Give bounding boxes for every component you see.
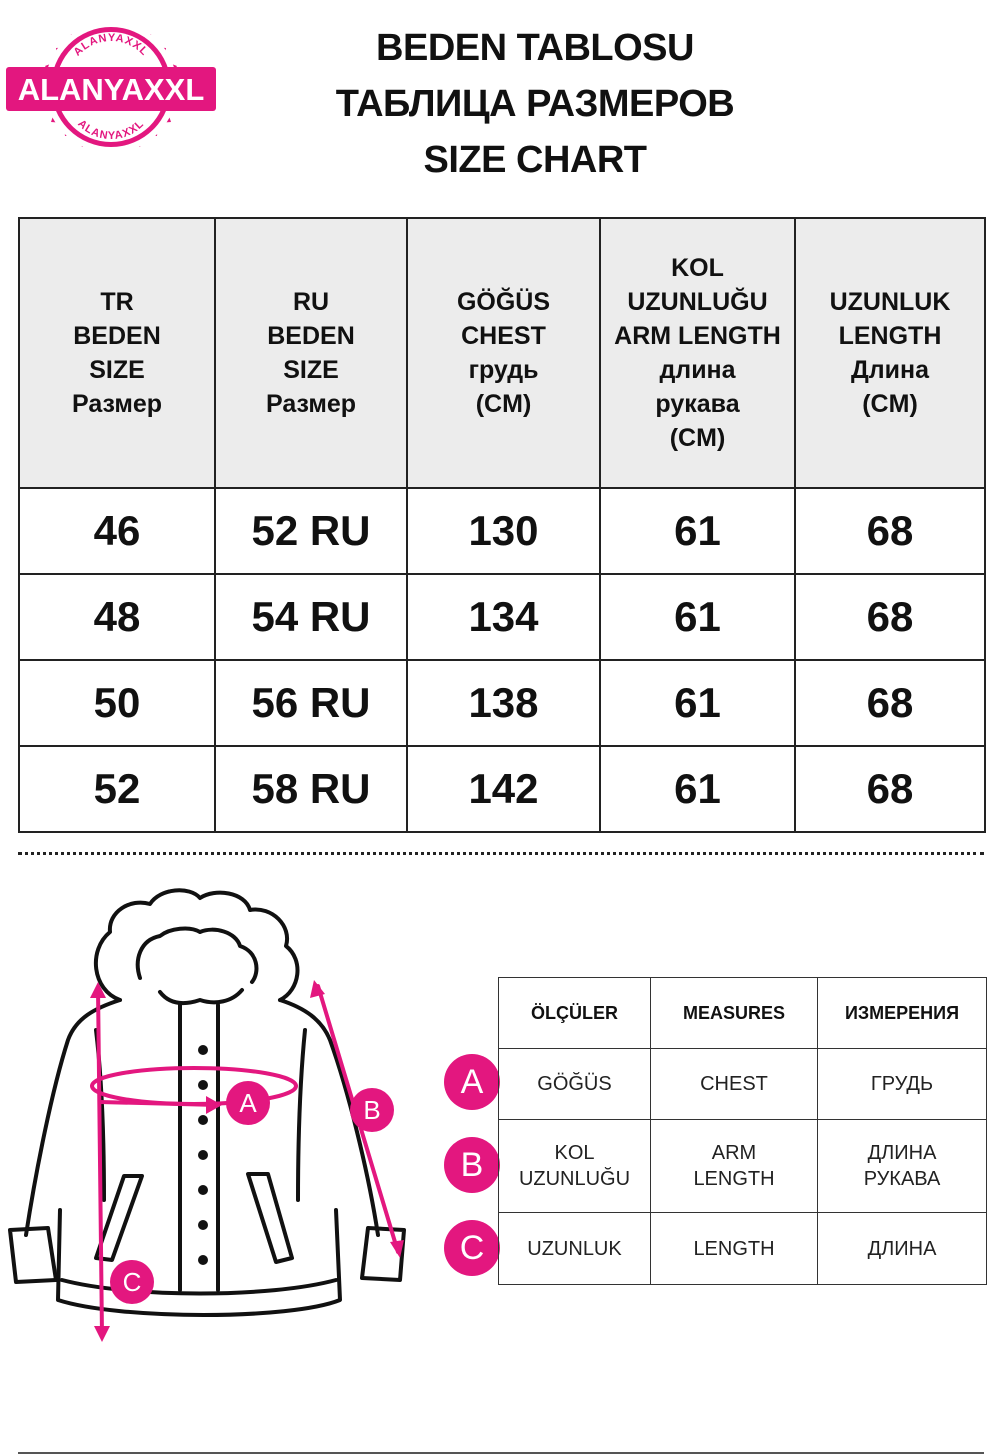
measure-tr: UZUNLUK: [499, 1213, 651, 1285]
header-izmereniya: ИЗМЕРЕНИЯ: [818, 978, 987, 1049]
logo-ring-top-text: ALANYAXXL: [71, 31, 151, 59]
measure-ru: ДЛИНА РУКАВА: [818, 1120, 987, 1213]
cell-tr-size: 48: [19, 574, 215, 660]
marker-b-label: B: [363, 1095, 381, 1125]
cell-chest: 134: [407, 574, 600, 660]
cell-ru-size: 52 RU: [215, 488, 407, 574]
header-measures: MEASURES: [651, 978, 818, 1049]
table-row: [19, 746, 985, 832]
table-row: [499, 1049, 987, 1120]
measure-tr: GÖĞÜS: [499, 1049, 651, 1120]
size-chart-table: [18, 217, 986, 833]
measure-ru: ДЛИНА: [818, 1213, 987, 1285]
cell-tr-size: 46: [19, 488, 215, 574]
cell-length: 68: [795, 746, 985, 832]
cell-ru-size: 58 RU: [215, 746, 407, 832]
title-line-russian: ТАБЛИЦА РАЗМЕРОВ: [335, 83, 735, 125]
header-olculer: ÖLÇÜLER: [499, 978, 651, 1049]
jacket-illustration: [0, 880, 440, 1380]
table-row: [19, 488, 985, 574]
dotted-divider: [18, 852, 984, 855]
cell-ru-size: 54 RU: [215, 574, 407, 660]
cell-chest: 142: [407, 746, 600, 832]
measure-tr: KOL UZUNLUĞU: [499, 1120, 651, 1213]
cell-chest: 130: [407, 488, 600, 574]
bottom-divider: [18, 1452, 984, 1454]
measures-header-row: [499, 978, 987, 1049]
title-line-turkish: BEDEN TABLOSU: [376, 27, 694, 69]
cell-arm-length: 61: [600, 488, 795, 574]
cell-arm-length: 61: [600, 574, 795, 660]
cell-length: 68: [795, 488, 985, 574]
table-row: [499, 1213, 987, 1285]
table-row: [499, 1120, 987, 1213]
measure-en: ARM LENGTH: [651, 1120, 818, 1213]
measure-en: CHEST: [651, 1049, 818, 1120]
brand-logo-seal: [4, 4, 218, 184]
button-dots: [198, 1045, 208, 1265]
marker-a-label: A: [239, 1088, 257, 1118]
header-chest: GÖĞÜS CHEST грудь (CM): [407, 218, 600, 488]
logo-ring-bottom-text: ALANYAXXL: [75, 117, 147, 143]
cell-tr-size: 50: [19, 660, 215, 746]
marker-c-label: C: [122, 1267, 142, 1297]
header-arm-length: KOL UZUNLUĞU ARM LENGTH длина рукава (CM): [600, 218, 795, 488]
badge-c: C: [444, 1220, 500, 1276]
cell-arm-length: 61: [600, 660, 795, 746]
header-ru-size: RU BEDEN SIZE Размер: [215, 218, 407, 488]
header-tr-size: TR BEDEN SIZE Размер: [19, 218, 215, 488]
cell-length: 68: [795, 574, 985, 660]
title-line-english: SIZE CHART: [423, 139, 647, 181]
cell-ru-size: 56 RU: [215, 660, 407, 746]
cell-length: 68: [795, 660, 985, 746]
measure-en: LENGTH: [651, 1213, 818, 1285]
size-table-header-row: [19, 218, 985, 488]
cell-arm-length: 61: [600, 746, 795, 832]
measures-table: [498, 977, 987, 1285]
measure-ru: ГРУДЬ: [818, 1049, 987, 1120]
table-row: [19, 660, 985, 746]
cell-tr-size: 52: [19, 746, 215, 832]
badge-b: B: [444, 1137, 500, 1193]
badge-a: A: [444, 1054, 500, 1110]
page-title: [230, 20, 840, 188]
table-row: [19, 574, 985, 660]
logo-main-text: ALANYAXXL: [17, 72, 205, 107]
cell-chest: 138: [407, 660, 600, 746]
header-length: UZUNLUK LENGTH Длина (CM): [795, 218, 985, 488]
